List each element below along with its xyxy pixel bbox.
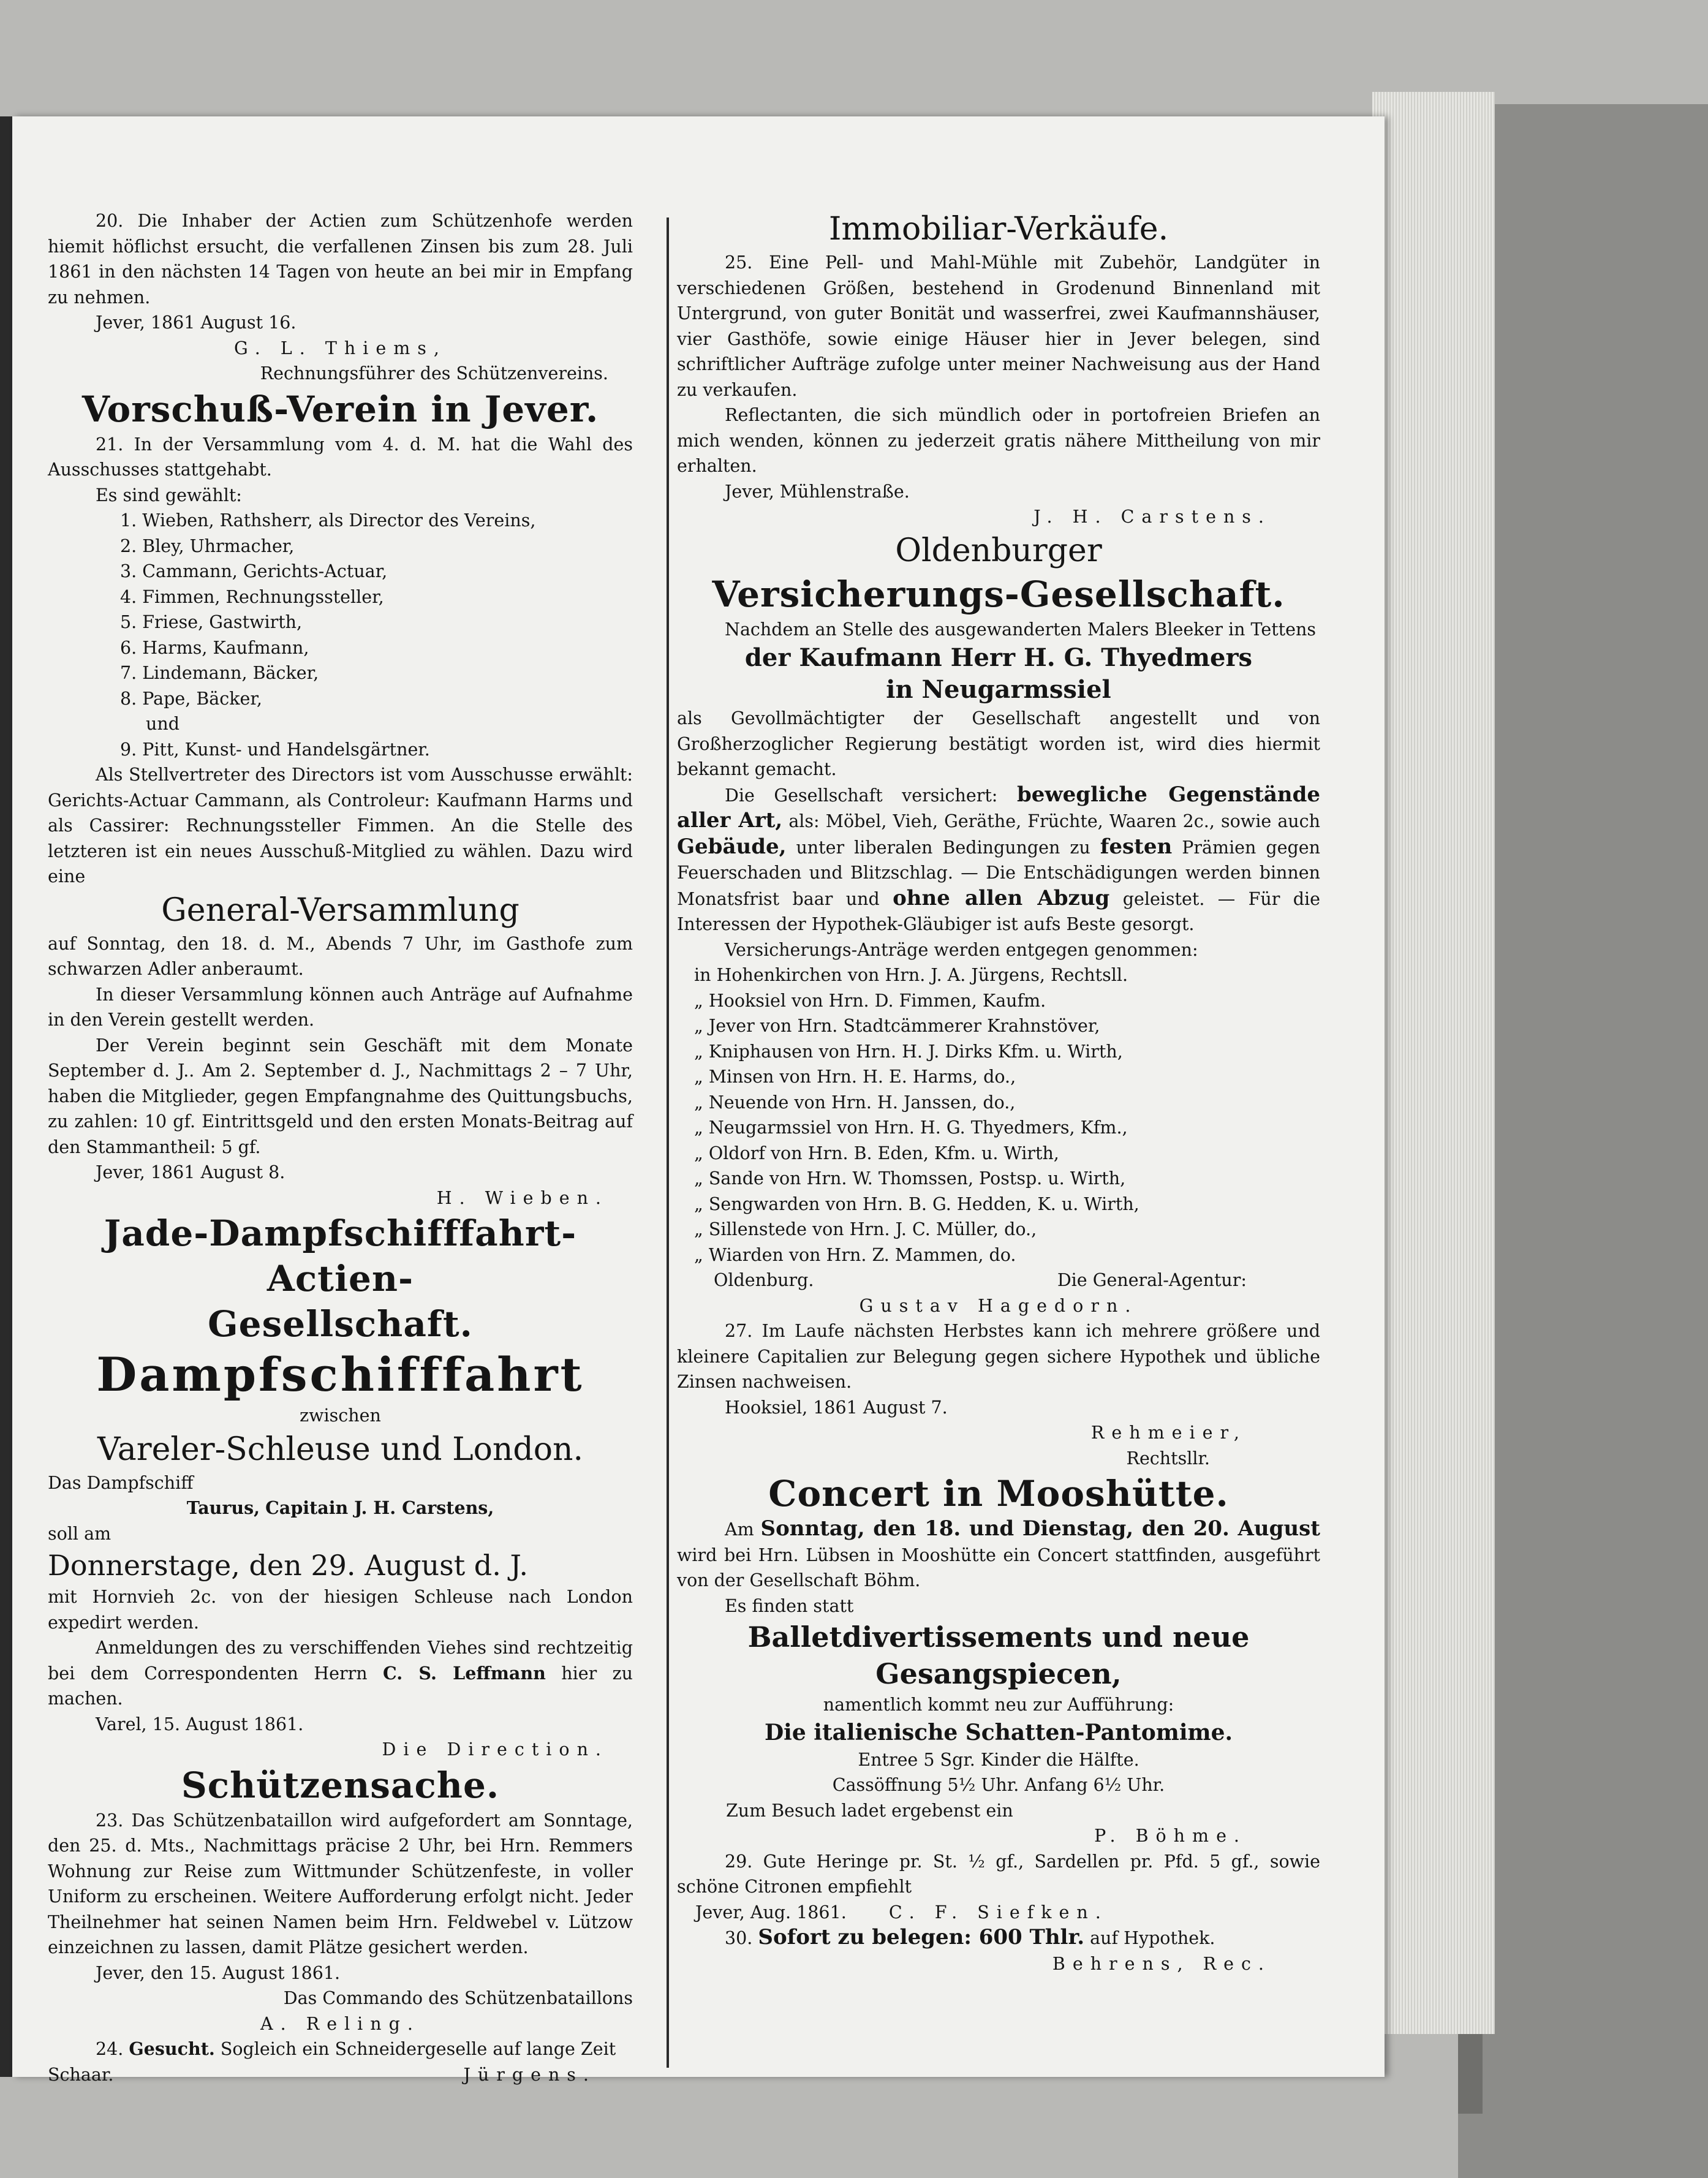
- notice-27: [677, 1318, 1320, 1471]
- immobiliar-place: Jever, Mühlenstraße.: [725, 481, 910, 502]
- notice-29: [677, 1849, 1320, 1926]
- versicherung-heading-line1: Oldenburger: [895, 532, 1102, 569]
- versicherung-p3e: unter liberalen Bedingungen zu: [796, 837, 1090, 858]
- notice-27-signature: Rehmeier,: [1090, 1423, 1247, 1443]
- notice-29-text: 29. Gute Heringe pr. St. ½ gf., Sardellen pr. Pfd. 5 gf., sowie schöne Citronen empfiehlt: [677, 1851, 1320, 1897]
- notice-29-date: Jever, Aug. 1861.: [695, 1902, 847, 1923]
- vorschuss-verein-intro: 21. In der Versammlung vom 4. d. M. hat die Wahl des Ausschusses stattgehabt.: [48, 434, 633, 480]
- member-item: 5. Friese, Gastwirth,: [120, 612, 303, 632]
- versicherung-signature: Gustav Hagedorn.: [859, 1295, 1138, 1316]
- schuetzensache-command: Das Commando des Schützenbataillons: [283, 1988, 633, 2008]
- member-item: und: [146, 714, 179, 734]
- jade-heading-line2: Gesellschaft.: [208, 1303, 473, 1345]
- concert-heading: Concert in Mooshütte.: [768, 1473, 1229, 1514]
- versicherung-p3i: geleistet. — Für die Interessen der Hypothek-Gläubiger ist aufs Beste gesorgt.: [677, 888, 1321, 934]
- jade-soll: soll am: [48, 1523, 111, 1544]
- vorschuss-verein-body: Als Stellvertreter des Directors ist vom Ausschusse erwählt: Gerichts-Actuar Cammann, als Controleur: Kaufmann Harms und als Cassirer: Rechnungssteller Fimmen. An die Stelle des letzteren ist ein neues Ausschuß-Mitglied zu wählen. Dazu wird eine: [48, 765, 633, 887]
- schuetzensache-date: Jever, den 15. August 1861.: [96, 1962, 341, 1983]
- agent-item: in Hohenkirchen von Hrn. J. A. Jürgens, Rechtsll.: [694, 965, 1128, 985]
- notice-30-number: 30.: [725, 1928, 753, 1948]
- member-item: 9. Pitt, Kunst- und Handelsgärtner.: [120, 739, 430, 760]
- member-item: 7. Lindemann, Bäcker,: [120, 663, 319, 683]
- jade-route: Vareler-Schleuse und London.: [97, 1431, 584, 1468]
- notice-24-line: [48, 2036, 633, 2062]
- versicherung-closing: [677, 1268, 1320, 1293]
- schuetzensache: [48, 1763, 633, 2037]
- versicherung-p3c: als: Möbel, Vieh, Geräthe, Früchte, Waaren 2c., sowie auch: [788, 811, 1320, 831]
- jade-p2a: Anmeldungen des zu verschiffenden Viehes sind rechtzeitig bei dem Correspondenten Herrn: [48, 1638, 633, 1684]
- concert-announcement: [677, 1516, 1320, 1594]
- jade-date-big: Donnerstage, den 29. August d. J.: [48, 1549, 528, 1582]
- concert-t4: namentlich kommt neu zur Aufführung:: [823, 1695, 1174, 1715]
- concert-times: Cassöffnung 5½ Uhr. Anfang 6½ Uhr.: [832, 1775, 1165, 1795]
- dampfschifffahrt-heading: Dampfschifffahrt: [96, 1347, 584, 1402]
- notice-30-line: [677, 1925, 1320, 1951]
- jade-captain: Capitain J. H. Carstens,: [265, 1497, 494, 1518]
- jade-dampfschiff: [48, 1211, 633, 1763]
- vorschuss-verein-heading: Vorschuß-Verein in Jever.: [81, 388, 599, 430]
- jade-ship-name: Taurus,: [186, 1497, 260, 1518]
- versicherung-closing-role: Die General-Agentur:: [1057, 1270, 1247, 1290]
- jade-p2: [48, 1635, 633, 1712]
- vorschuss-verein-p3: Der Verein beginnt sein Geschäft mit dem Monate September d. J.. Am 2. September d. J., Nachmittags 2 – 7 Uhr, haben die Mitglieder, gegen Empfangnahme des Quittungsbuchs, zu zahlen: 10 gf. Eintrittsgeld und den ersten Monats-Beitrag auf den Stammantheil: 5 gf.: [48, 1035, 633, 1157]
- page-edges: [1372, 92, 1495, 2034]
- versicherung-p3f: festen: [1100, 834, 1173, 859]
- concert-t3: Es finden statt: [725, 1595, 854, 1616]
- jade-ship-line: [48, 1495, 633, 1521]
- immobiliar: [677, 208, 1320, 530]
- general-versammlung-heading: General-Versammlung: [161, 891, 520, 929]
- member-item: 8. Pape, Bäcker,: [120, 688, 262, 709]
- notice-29-footer: [677, 1900, 1320, 1926]
- immobiliar-heading: Immobiliar-Verkäufe.: [828, 211, 1169, 248]
- versicherung-agent-name: der Kaufmann Herr H. G. Thyedmers: [744, 643, 1253, 672]
- agent-item: „ Minsen von Hrn. H. E. Harms, do.,: [694, 1067, 1016, 1087]
- agent-item: „ Kniphausen von Hrn. H. J. Dirks Kfm. u. Wirth,: [694, 1041, 1123, 1062]
- immobiliar-signature: J. H. Carstens.: [1033, 507, 1271, 527]
- concert: [677, 1471, 1320, 1849]
- concert-t2: wird bei Hrn. Lübsen in Mooshütte ein Concert stattfinden, ausgeführt von der Gesellschaft Böhm.: [677, 1545, 1320, 1590]
- concert-program-heading-1: Balletdivertissements und neue: [747, 1620, 1250, 1654]
- immobiliar-text: 25. Eine Pell- und Mahl-Mühle mit Zubehör, Landgüter in verschiedenen Größen, bestehend in Grodenund Binnenland mit Untergrund, von guter Bonität und wasserfrei, zwei Kaufmannshäuser, vier Gasthöfe, sowie einige Häuser hier in Jever belegen, sind schriftlicher Aufträge zufolge unter meiner Nachweisung aus der Hand zu verkaufen.: [677, 252, 1320, 400]
- versicherung-p4: Versicherungs-Anträge werden entgegen genommen:: [725, 939, 1198, 960]
- concert-t1: Am: [725, 1519, 754, 1540]
- agent-item: „ Sillenstede von Hrn. J. C. Müller, do.,: [694, 1219, 1037, 1239]
- agent-item: „ Jever von Hrn. Stadtcämmerer Krahnstöver,: [694, 1016, 1100, 1036]
- column-divider: [667, 217, 669, 2068]
- member-item: 6. Harms, Kaufmann,: [120, 637, 309, 658]
- agent-item: „ Oldorf von Hrn. B. Eden, Kfm. u. Wirth,: [694, 1143, 1059, 1163]
- jade-signature: Die Direction.: [382, 1739, 608, 1760]
- concert-signature: P. Böhme.: [1094, 1826, 1247, 1846]
- notice-30-signature: Behrens, Rec.: [1052, 1953, 1271, 1974]
- notice-24-footer: [48, 2062, 633, 2088]
- notice-24-keyword: Gesucht.: [129, 2038, 215, 2059]
- jade-date: Varel, 15. August 1861.: [96, 1714, 304, 1734]
- versicherung-p3b: bewegliche Gegenstände aller Art,: [677, 782, 1321, 833]
- agent-item: „ Neuende von Hrn. H. Janssen, do.,: [694, 1092, 1016, 1113]
- vorschuss-verein-elected-label: Es sind gewählt:: [96, 485, 242, 505]
- notice-27-text: 27. Im Laufe nächsten Herbstes kann ich mehrere größere und kleinere Capitalien zur Belegung gegen sichere Hypothek und übliche Zinsen nachweisen.: [677, 1321, 1320, 1392]
- notice-24-place: Schaar.: [48, 2064, 114, 2085]
- versicherung-p1: Nachdem an Stelle des ausgewanderten Malers Bleeker in Tettens: [725, 619, 1316, 640]
- notice-20-signature: G. L. Thiems,: [234, 338, 447, 358]
- notice-20-text: 20. Die Inhaber der Actien zum Schützenhofe werden hiemit höflichst ersucht, die verfallenen Zinsen bis zum 28. Juli 1861 in den nächsten 14 Tagen von heute an bei mir in Empfang zu nehmen.: [48, 211, 633, 308]
- jade-p2b: hier zu machen.: [48, 1663, 633, 1709]
- jade-heading-line1: Jade-Dampfschifffahrt-Actien-: [104, 1212, 577, 1299]
- notice-20-date: Jever, 1861 August 16.: [96, 312, 297, 333]
- versicherung-p3a: Die Gesellschaft versichert:: [725, 785, 998, 806]
- book-spine: [0, 116, 12, 2077]
- schuetzensache-signature: A. Reling.: [260, 2013, 420, 2034]
- vorschuss-verein-date: Jever, 1861 August 8.: [96, 1162, 285, 1182]
- versicherung-p3g: Prämien gegen Feuerschaden und Blitzschlag. — Die Entschädigungen werden binnen Monatsfrist baar und: [677, 837, 1320, 909]
- member-item: 2. Bley, Uhrmacher,: [120, 535, 295, 556]
- versicherung-heading-line2: Versicherungs-Gesellschaft.: [712, 573, 1285, 615]
- versicherung-p2: als Gevollmächtigter der Gesellschaft angestellt und von Großherzoglicher Regierung bestätigt worden ist, wird dies hiermit bekannt gemacht.: [677, 708, 1320, 779]
- notice-24-number: 24.: [96, 2039, 124, 2059]
- general-versammlung-text: auf Sonntag, den 18. d. M., Abends 7 Uhr, im Gasthofe zum schwarzen Adler anberaumt.: [48, 933, 633, 979]
- versicherung-p3h: ohne allen Abzug: [893, 885, 1110, 910]
- book-cover: [1458, 104, 1708, 2178]
- versicherung-agent-place: in Neugarmssiel: [886, 675, 1111, 704]
- vorschuss-verein-p2: In dieser Versammlung können auch Anträge auf Aufnahme in den Verein gestellt werden.: [48, 984, 633, 1030]
- versicherung-p3: [677, 782, 1320, 937]
- vorschuss-verein: [48, 387, 633, 1211]
- jade-ship-label: Das Dampfschiff: [48, 1472, 194, 1493]
- agent-item: „ Neugarmssiel von Hrn. H. G. Thyedmers, Kfm.,: [694, 1117, 1128, 1138]
- notice-27-role: Rechtsllr.: [1126, 1448, 1210, 1469]
- schuetzensache-text: 23. Das Schützenbataillon wird aufgefordert am Sonntage, den 25. d. Mts., Nachmittags präcise 2 Uhr, bei Hrn. Remmers Wohnung zur Reise zum Wittmunder Schützenfeste, in voller Uniform zu erscheinen. Weitere Aufforderung erfolgt nicht. Jeder Theilnehmer hat seinen Namen beim Hrn. Feldwebel v. Lützow einzeichnen zu lassen, damit Plätze gesichert werden.: [48, 1810, 633, 1957]
- versicherung-closing-place: Oldenburg.: [714, 1270, 814, 1290]
- vorschuss-verein-signature: H. Wieben.: [436, 1187, 608, 1208]
- agent-item: „ Hooksiel von Hrn. D. Fimmen, Kaufm.: [694, 990, 1046, 1011]
- schuetzensache-heading: Schützensache.: [181, 1764, 500, 1806]
- notice-30-keyword: Sofort zu belegen: 600 Thlr.: [758, 1925, 1085, 1949]
- agent-item: „ Sande von Hrn. W. Thomssen, Postsp. u. Wirth,: [694, 1168, 1126, 1189]
- jade-correspondent: C. S. Leffmann: [383, 1662, 546, 1684]
- concert-pantomime: Die italienische Schatten-Pantomime.: [764, 1719, 1233, 1745]
- member-item: 1. Wieben, Rathsherr, als Director des Vereins,: [120, 510, 536, 531]
- member-item: 4. Fimmen, Rechnungssteller,: [120, 586, 384, 607]
- notice-29-signature: C. F. Siefken.: [888, 1902, 1108, 1923]
- concert-program-heading-2: Gesangspiecen,: [875, 1657, 1122, 1690]
- concert-entree: Entree 5 Sgr. Kinder die Hälfte.: [858, 1749, 1139, 1770]
- right-column: [677, 208, 1320, 1976]
- versicherung: [677, 530, 1320, 1319]
- notice-30: [677, 1925, 1320, 1976]
- jade-text: mit Hornvieh 2c. von der hiesigen Schleuse nach London expedirt werden.: [48, 1587, 633, 1633]
- member-item: 3. Cammann, Gerichts-Actuar,: [120, 561, 388, 581]
- left-column: [48, 208, 633, 2087]
- notice-24: [48, 2036, 633, 2087]
- notice-30-text: auf Hypothek.: [1090, 1928, 1215, 1948]
- notice-20: [48, 208, 633, 387]
- notice-27-date: Hooksiel, 1861 August 7.: [725, 1397, 948, 1418]
- versicherung-p3d: Gebäude,: [677, 834, 787, 859]
- notice-24-signature: Jürgens.: [463, 2064, 596, 2085]
- notice-20-role: Rechnungsführer des Schützenvereins.: [260, 363, 608, 384]
- jade-zwischen: zwischen: [300, 1405, 381, 1426]
- agent-item: „ Sengwarden von Hrn. B. G. Hedden, K. u. Wirth,: [694, 1193, 1139, 1214]
- concert-dates: Sonntag, den 18. und Dienstag, den 20. August: [760, 1516, 1320, 1541]
- agent-item: „ Wiarden von Hrn. Z. Mammen, do.: [694, 1244, 1016, 1265]
- notice-24-text: Sogleich ein Schneidergeselle auf lange Zeit: [220, 2039, 616, 2059]
- immobiliar-p2: Reflectanten, die sich mündlich oder in portofreien Briefen an mich wenden, können zu jederzeit gratis nähere Mittheilung von mir erhalten.: [677, 405, 1320, 476]
- concert-invite: Zum Besuch ladet ergebenst ein: [726, 1800, 1013, 1821]
